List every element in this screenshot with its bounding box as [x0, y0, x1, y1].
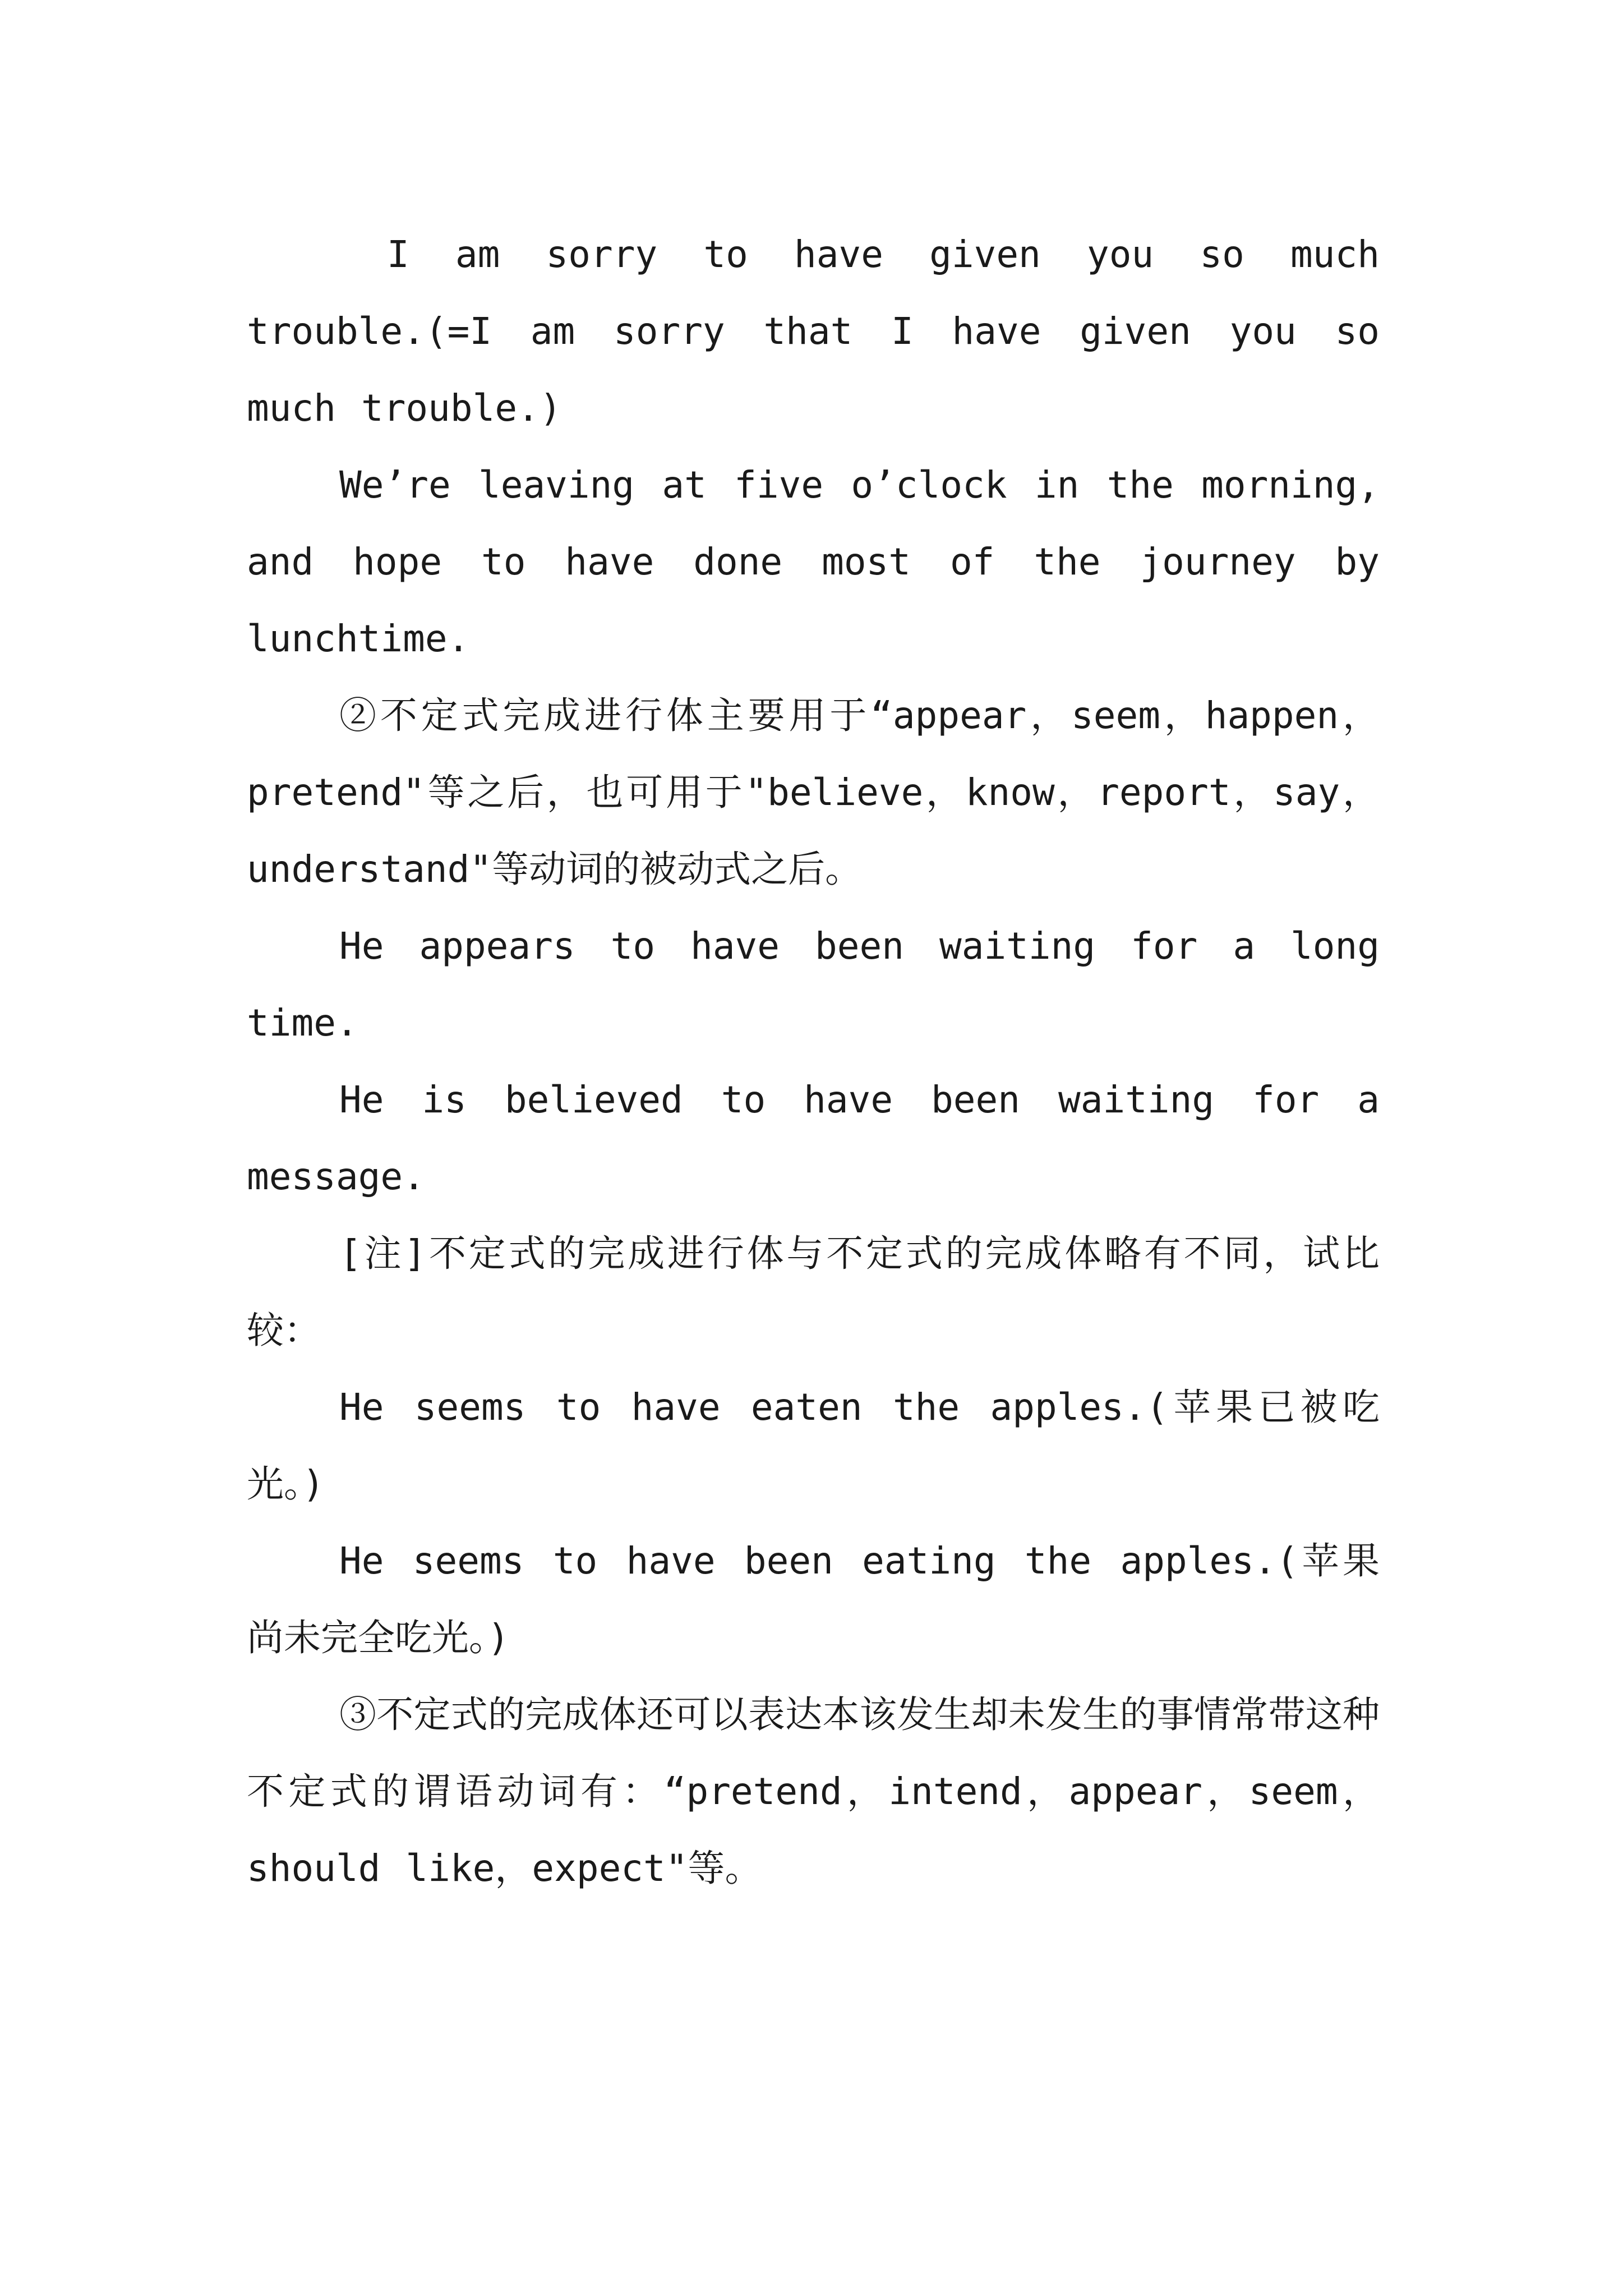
paragraph-believed-example: He is believed to have been waiting for a message.: [247, 1078, 1380, 1198]
document-body: [247, 216, 1380, 1907]
paragraph-note: [注]不定式的完成进行体与不定式的完成体略有不同，试比较：: [247, 1232, 1380, 1352]
paragraph-eating-example: He seems to have been eating the apples.(苹果尚未完全吃光。): [247, 1539, 1380, 1659]
paragraph-rule-3: ③不定式的完成体还可以表达本该发生却未发生的事情常带这种不定式的谓语动词有：“pretend，intend，appear，seem，should like，expect"等。: [247, 1693, 1380, 1890]
paragraph-eaten-example: He seems to have eaten the apples.(苹果已被吃光。): [247, 1386, 1380, 1506]
paragraph-sorry-example: I am sorry to have given you so much trouble.(=I am sorry that I have given you so much trouble.): [247, 233, 1380, 430]
paragraph-appears-example: He appears to have been waiting for a long time.: [247, 924, 1380, 1045]
paragraph-rule-2: ②不定式完成进行体主要用于“appear，seem，happen，pretend"等之后，也可用于"believe，know，report，say，understand"等动词的被动式之后。: [247, 694, 1380, 891]
paragraph-leaving-example: We’re leaving at five o’clock in the morning, and hope to have done most of the journey by lunchtime.: [247, 463, 1380, 660]
